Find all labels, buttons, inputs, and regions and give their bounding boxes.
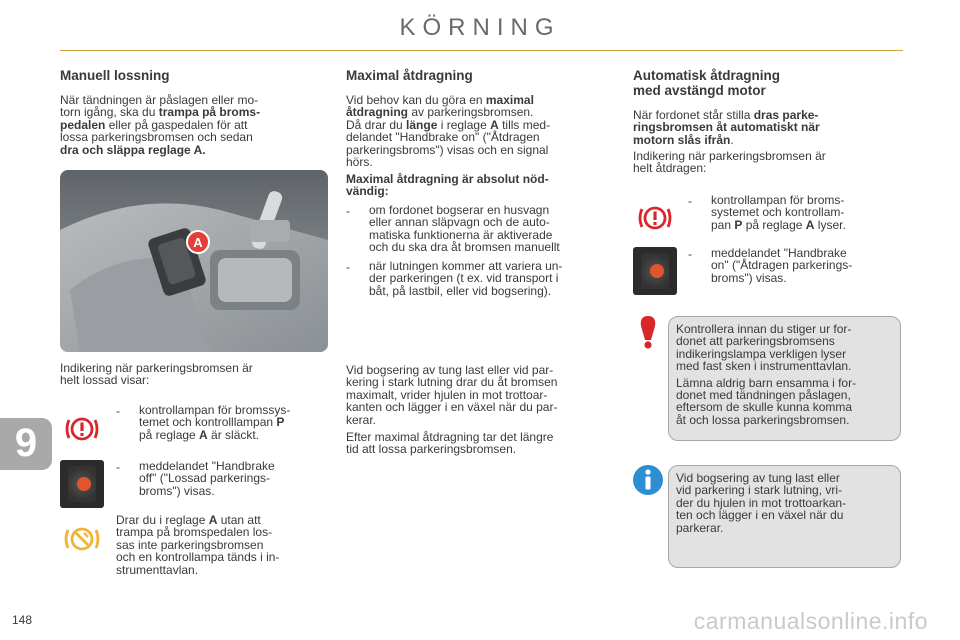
col2-bogsering xyxy=(346,364,614,426)
col3-line: ringsbromsen åt automatiskt när xyxy=(633,120,820,135)
col2-bullet1-dash: - xyxy=(346,204,350,218)
bullet-line: om fordonet bogserar en husvagn xyxy=(369,203,550,217)
indikering-line: Indikering när parkeringsbromsen är xyxy=(60,361,253,375)
col3-item2 xyxy=(711,247,901,284)
bogsering-line: kanten och lägger i en växel när du par- xyxy=(346,400,558,415)
intro-line: lossa parkeringsbromsen och sedan xyxy=(60,130,253,145)
col2-bullet2-dash: - xyxy=(346,260,350,274)
brake-warning-icon xyxy=(637,203,673,238)
warning-line: donet med tändningen påslagen, xyxy=(676,388,851,403)
item-line: meddelandet "Handbrake xyxy=(139,459,275,473)
col2-line: Vid behov kan du göra en maximal xyxy=(346,93,534,107)
efter-line: tid att lossa parkeringsbromsen. xyxy=(346,442,517,457)
intro-line: pedalen eller på gaspedalen för att xyxy=(60,117,248,132)
brake-fault-icon xyxy=(62,524,102,559)
indikering-line: Indikering när parkeringsbromsen är xyxy=(633,149,826,163)
item-line: pan P på reglage A lyser. xyxy=(711,217,846,232)
col2-line: delandet "Handbrake on" ("Åtdragen xyxy=(346,130,540,145)
col3-indikering xyxy=(633,150,901,175)
bullet-line: der parkeringen (t ex. vid transport i xyxy=(369,271,559,286)
drar-line: trampa på bromspedalen los- xyxy=(116,525,273,540)
bogsering-line: maximalt, vrider hjulen in mot trottoar- xyxy=(346,387,548,402)
brake-warning-icon xyxy=(64,414,100,449)
col1-item2 xyxy=(139,460,327,497)
subheading-line: Maximal åtdragning är absolut nöd- xyxy=(346,172,549,186)
drar-line: Drar du i reglage A utan att xyxy=(116,513,261,527)
heading-manuell-lossning: Manuell lossning xyxy=(60,68,170,83)
info-note-text xyxy=(676,472,895,534)
intro-line: torn igång, ska du trampa på broms- xyxy=(60,105,261,120)
bogsering-line: kering i stark lutning drar du åt bromsen xyxy=(346,375,558,390)
item-line: broms") visas. xyxy=(139,483,215,498)
col2-line: Då drar du länge i reglage A tills med- xyxy=(346,117,551,132)
handbrake-display-icon xyxy=(60,460,104,508)
warning-line: åt och lossa parkeringsbromsen. xyxy=(676,412,850,427)
intro-line: dra och släppa reglage A. xyxy=(60,142,206,157)
indikering-line: helt lossad visar: xyxy=(60,373,150,388)
handbrake-display-icon xyxy=(633,247,677,295)
item-line: on" ("Åtdragen parkerings- xyxy=(711,258,853,273)
warning-line: Kontrollera innan du stiger ur for- xyxy=(676,322,852,336)
bullet-line: båt, på lastbil, eller vid bogsering). xyxy=(369,283,552,298)
title-rule xyxy=(60,50,903,51)
item-line: meddelandet "Handbrake xyxy=(711,246,847,260)
info-icon xyxy=(632,464,664,501)
col2-subheading xyxy=(346,173,614,198)
bullet-line: när lutningen kommer att variera un- xyxy=(369,259,563,273)
bullet-line: matiska funktionerna är aktiverade xyxy=(369,227,553,242)
col2-bullet1 xyxy=(369,204,614,254)
item-line: systemet och kontrollam- xyxy=(711,205,845,220)
page-number: 148 xyxy=(12,613,33,627)
heading-line: med avstängd motor xyxy=(633,83,766,98)
heading-maximal-atdragning: Maximal åtdragning xyxy=(346,68,473,83)
page-title: KÖRNING xyxy=(399,14,561,41)
col3-item1-dash: - xyxy=(688,194,692,208)
drar-line: strumenttavlan. xyxy=(116,562,199,577)
chapter-tab xyxy=(0,418,52,470)
col1-intro xyxy=(60,94,327,156)
col3-line: motorn slås ifrån. xyxy=(633,132,734,147)
parking-brake-photo xyxy=(60,170,328,352)
warning-line: med fast sken i instrumenttavlan. xyxy=(676,359,852,374)
col3-line: När fordonet står stilla dras parke- xyxy=(633,108,819,122)
heading-automatisk-atdragning xyxy=(633,68,780,98)
info-line: der du hjulen in mot trottoarkan- xyxy=(676,495,847,510)
intro-line: När tändningen är påslagen eller mo- xyxy=(60,93,259,107)
col2-efter xyxy=(346,431,614,456)
item-line: kontrollampan för broms- xyxy=(711,193,845,207)
col3-intro xyxy=(633,109,901,146)
info-line: ten och lägger i en växel när du xyxy=(676,508,844,523)
info-line: Vid bogsering av tung last eller xyxy=(676,471,840,485)
col1-indikering xyxy=(60,362,327,387)
col1-drar xyxy=(116,514,327,576)
info-line: parkerar. xyxy=(676,520,724,535)
item-line: temet och kontrolllampan P xyxy=(139,415,285,430)
col2-intro xyxy=(346,94,614,168)
item-line: kontrollampan för bromssys- xyxy=(139,403,291,417)
bullet-line: och du ska dra åt bromsen manuellt xyxy=(369,240,560,255)
item-line: off" ("Lossad parkerings- xyxy=(139,471,271,486)
warning-line: donet att parkeringsbromsens xyxy=(676,334,835,349)
col2-bullet2 xyxy=(369,260,614,297)
col2-line: parkeringsbroms") visas och en signal xyxy=(346,142,549,157)
bogsering-line: Vid bogsering av tung last eller vid par- xyxy=(346,363,554,377)
chapter-number: 9 xyxy=(14,421,38,465)
item-line: broms") visas. xyxy=(711,270,787,285)
indikering-line: helt åtdragen: xyxy=(633,161,707,176)
drar-line: sas inte parkeringsbromsen xyxy=(116,537,264,552)
warning-note-text xyxy=(676,323,895,426)
item-line: på reglage A är släckt. xyxy=(139,427,260,442)
bullet-line: eller annan släpvagn och de auto- xyxy=(369,215,550,230)
warning-line: eftersom de skulle kunna komma xyxy=(676,400,853,415)
warning-line: Lämna aldrig barn ensamma i for- xyxy=(676,375,857,390)
photo-label-a: A xyxy=(193,235,203,250)
col1-item1 xyxy=(139,404,327,441)
heading-line: Automatisk åtdragning xyxy=(633,68,781,83)
col2-line: hörs. xyxy=(346,155,373,170)
drar-line: och en kontrollampa tänds i in- xyxy=(116,550,280,565)
efter-line: Efter maximal åtdragning tar det längre xyxy=(346,430,554,444)
info-line: vid parkering i stark lutning, vri- xyxy=(676,483,843,498)
col3-item1 xyxy=(711,194,901,231)
warning-line: indikeringslampa verkligen lyser xyxy=(676,346,847,361)
col3-item2-dash: - xyxy=(688,247,692,261)
warning-exclamation-icon xyxy=(632,314,664,355)
col2-line: åtdragning av parkeringsbromsen. xyxy=(346,105,534,120)
col1-item2-dash: - xyxy=(116,460,120,474)
col1-item1-dash: - xyxy=(116,404,120,418)
bogsering-line: kerar. xyxy=(346,412,377,427)
watermark: carmanualsonline.info xyxy=(693,608,928,634)
subheading-line: vändig: xyxy=(346,184,389,199)
